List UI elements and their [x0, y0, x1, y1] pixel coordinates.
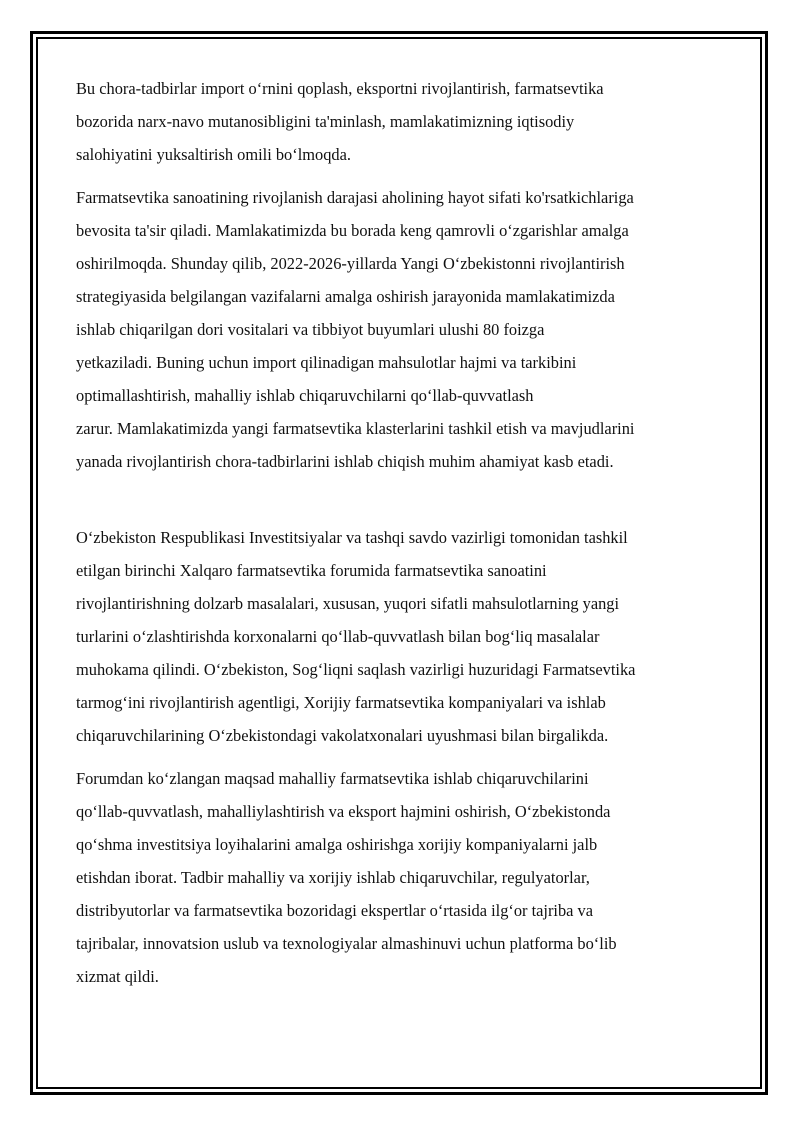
paragraph-spacer: [76, 752, 736, 762]
paragraph-import-substitution: Bu chora-tadbirlar import o‘rnini qoplash, eksportni rivojlantirish, farmatsevtika bozorida narx-navo mutanosibligini ta'minlash, mamlakatimizning iqtisodiy salohiyatini yuksaltirish omili bo‘lmoqda.: [76, 79, 604, 164]
document-body: [76, 72, 736, 993]
paragraph-spacer: [76, 478, 736, 521]
paragraph-spacer: [76, 171, 736, 181]
paragraph-pharma-development: Farmatsevtika sanoatining rivojlanish darajasi aholining hayot sifati ko'rsatkichlariga bevosita ta'sir qiladi. Mamlakatimizda bu borada keng qamrovli o‘zgarishlar amalga oshirilmoqda. Shunday qilib, 2022-2026-yillarda Yangi O‘zbekistonni rivojlantirish strategiyasida belgilangan vazifalarni amalga oshirish jarayonida mamlakatimizda ishlab chiqarilgan dori vositalari va tibbiyot buyumlari ulushi 80 foizga yetkaziladi. Buning uchun import qilinadigan mahsulotlar hajmi va tarkibini optimallashtirish, mahalliy ishlab chiqaruvchilarni qo‘llab-quvvatlash zarur. Mamlakatimizda yangi farmatsevtika klasterlarini tashkil etish va mavjudlarini yanada rivojlantirish chora-tadbirlarini ishlab chiqish muhim ahamiyat kasb etadi.: [76, 188, 635, 471]
paragraph-pharma-forum: O‘zbekiston Respublikasi Investitsiyalar va tashqi savdo vazirligi tomonidan tashkil etilgan birinchi Xalqaro farmatsevtika forumida farmatsevtika sanoatini rivojlantirishning dolzarb masalalari, xususan, yuqori sifatli mahsulotlarning yangi turlarini o‘zlashtirishda korxonalarni qo‘llab-quvvatlash bilan bog‘liq masalalar muhokama qilindi. O‘zbekiston, Sog‘liqni saqlash vazirligi huzuridagi Farmatsevtika tarmog‘ini rivojlantirish agentligi, Xorijiy farmatsevtika kompaniyalari va ishlab chiqaruvchilarining O‘zbekistondagi vakolatxonalari uyushmasi bilan birgalikda.: [76, 528, 636, 745]
paragraph-forum-goal: Forumdan ko‘zlangan maqsad mahalliy farmatsevtika ishlab chiqaruvchilarini qo‘llab-quvvatlash, mahalliylashtirish va eksport hajmini oshirish, O‘zbekistonda qo‘shma investitsiya loyihalarini amalga oshirishga xorijiy kompaniyalarni jalb etishdan iborat. Tadbir mahalliy va xorijiy ishlab chiqaruvchilar, regulyatorlar, distribyutorlar va farmatsevtika bozoridagi ekspertlar o‘rtasida ilg‘or tajriba va tajribalar, innovatsion uslub va texnologiyalar almashinuvi uchun platforma bo‘lib xizmat qildi.: [76, 769, 617, 986]
